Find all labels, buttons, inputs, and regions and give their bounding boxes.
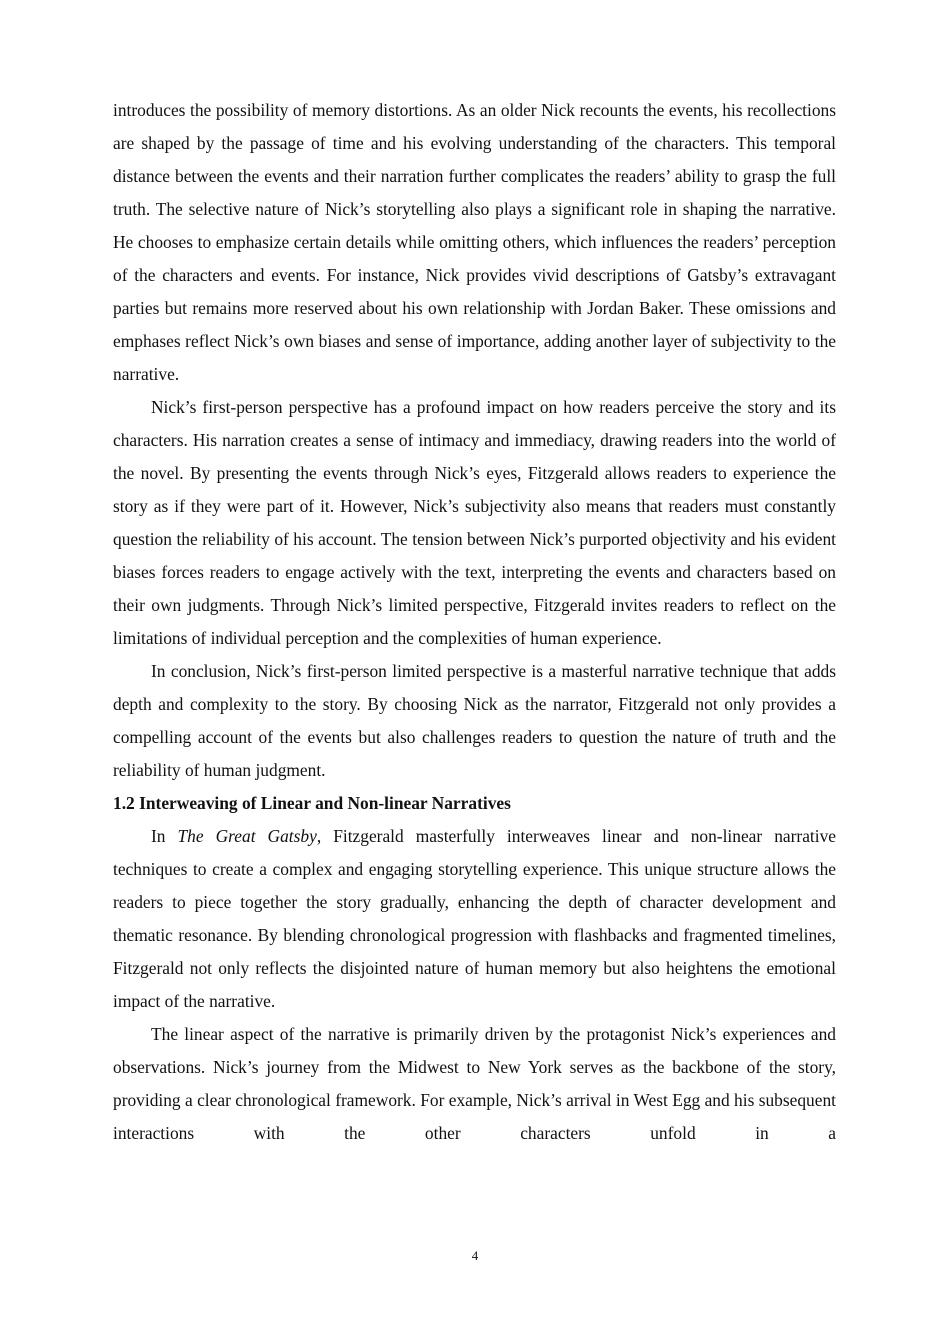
paragraph-memory-distortions: introduces the possibility of memory distortions. As an older Nick recounts the events, his recollections are shaped by the passage of time and his evolving understanding of the characters. This temporal distance between the events and their narration further complicates the readers’ ability to grasp the full truth. The selective nature of Nick’s storytelling also plays a significant role in shaping the narrative. He chooses to emphasize certain details while omitting others, which influences the readers’ perception of the characters and events. For instance, Nick provides vivid descriptions of Gatsby’s extravagant parties but remains more reserved about his own relationship with Jordan Baker. These omissions and emphases reflect Nick’s own biases and sense of importance, adding another layer of subjectivity to the narrative. (113, 100, 836, 384)
page-number: 4 (471, 1248, 479, 1263)
document-body (113, 94, 836, 1150)
section-heading: 1.2 Interweaving of Linear and Non-linear Narratives (113, 793, 511, 813)
intro-prefix: In (151, 826, 178, 846)
paragraph-first-person-impact: Nick’s first-person perspective has a profound impact on how readers perceive the story and its characters. His narration creates a sense of intimacy and immediacy, drawing readers into the world of the novel. By presenting the events through Nick’s eyes, Fitzgerald allows readers to experience the story as if they were part of it. However, Nick’s subjectivity also means that readers must constantly question the reliability of his account. The tension between Nick’s purported objectivity and his evident biases forces readers to engage actively with the text, interpreting the events and characters based on their own judgments. Through Nick’s limited perspective, Fitzgerald invites readers to reflect on the limitations of individual perception and the complexities of human experience. (113, 397, 836, 648)
intro-suffix: , Fitzgerald masterfully interweaves linear and non-linear narrative techniques to create a complex and engaging storytelling experience. This unique structure allows the readers to piece together the story gradually, enhancing the depth of character development and thematic resonance. By blending chronological progression with flashbacks and fragmented timelines, Fitzgerald not only reflects the disjointed nature of human memory but also heightens the emotional impact of the narrative. (113, 826, 836, 1011)
paragraph-linear-aspect: The linear aspect of the narrative is primarily driven by the protagonist Nick’s experiences and observations. Nick’s journey from the Midwest to New York serves as the backbone of the story, providing a clear chronological framework. For example, Nick’s arrival in West Egg and his subsequent interactions with the other characters unfold in a (113, 1024, 836, 1143)
book-title: The Great Gatsby (177, 826, 317, 846)
paragraph-conclusion: In conclusion, Nick’s first-person limited perspective is a masterful narrative technique that adds depth and complexity to the story. By choosing Nick as the narrator, Fitzgerald not only provides a compelling account of the events but also challenges readers to question the nature of truth and the reliability of human judgment. (113, 661, 836, 780)
paragraph-interweaving-intro (113, 820, 836, 1018)
